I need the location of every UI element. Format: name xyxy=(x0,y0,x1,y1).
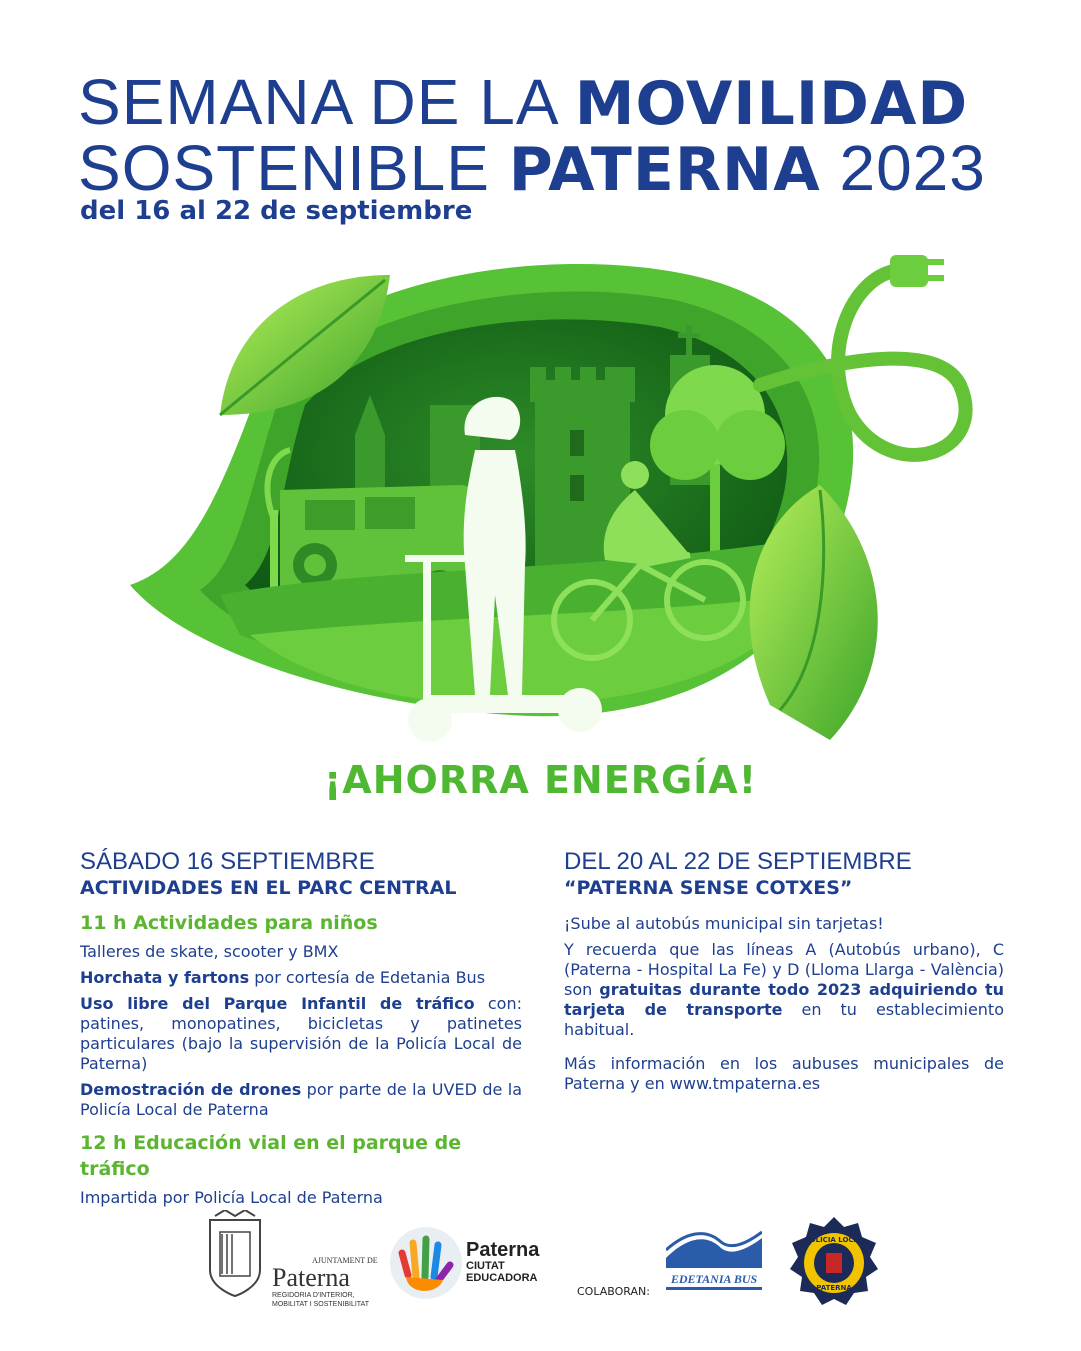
block2-title: 12 h Educación vial en el parque de tráfico xyxy=(80,1132,462,1180)
ciutat-line1: CIUTAT xyxy=(466,1260,505,1272)
block1-title: 11 h Actividades para niños xyxy=(80,912,378,934)
title-bold-1: MOVILIDAD xyxy=(574,69,969,139)
regidoria-2: MOBILITAT I SOSTENIBILITAT xyxy=(272,1301,369,1308)
left-date: SÁBADO 16 SEPTIEMBRE xyxy=(80,848,375,875)
ciutat-name: Paterna xyxy=(466,1239,540,1261)
title-bold-2: PATERNA xyxy=(508,135,821,205)
right-date: DEL 20 AL 22 DE SEPTIEMBRE xyxy=(564,848,912,875)
item-parque xyxy=(80,994,522,1074)
item-parque-rest: con: patines, monopatines, bicicletas y patinetes particulares (bajo la supervisión de la Policía Local de Paterna) xyxy=(80,994,523,1073)
item-horchata-rest: por cortesía de Edetania Bus xyxy=(249,968,486,987)
colaboran-label: COLABORAN: xyxy=(577,1285,650,1298)
crest-icon xyxy=(200,1210,270,1300)
badge-bottom-text: PATERNA xyxy=(816,1284,852,1292)
wave-icon xyxy=(666,1228,762,1268)
logo-ajuntament xyxy=(200,1210,270,1304)
item-drones-rest: por parte de la UVED de la Policía Local de Paterna xyxy=(80,1080,522,1119)
item-drones xyxy=(80,1080,522,1120)
title-year: 2023 xyxy=(820,132,986,204)
title-line-2 xyxy=(78,134,1038,204)
item-drones-bold: Demostración de drones xyxy=(80,1080,302,1099)
item-horchata xyxy=(80,968,522,988)
right-column xyxy=(564,848,1004,1094)
right-title: “PATERNA SENSE COTXES” xyxy=(564,877,853,899)
right-p2-bold: gratuitas durante todo 2023 adquiriendo tu tarjeta de transporte xyxy=(564,980,1004,1019)
right-p1: ¡Sube al autobús municipal sin tarjetas! xyxy=(564,914,884,933)
right-p2-a: Y recuerda que las líneas A (Autobús urbano), C (Paterna - Hospital La Fe) y D (Lloma Llarga - València) son xyxy=(564,940,1004,999)
ajuntament-small: AJUNTAMENT DE xyxy=(312,1256,378,1265)
title-line-1 xyxy=(78,68,1038,138)
item-parque-bold: Uso libre del Parque Infantil de tráfico xyxy=(80,994,475,1013)
badge-top-text: POLICIA LOCAL xyxy=(804,1236,864,1244)
regidoria-1: REGIDORIA D'INTERIOR, xyxy=(272,1292,355,1299)
ciutat-educadora xyxy=(466,1240,539,1284)
hand-icon xyxy=(388,1225,464,1301)
item-skate: Talleres de skate, scooter y BMX xyxy=(80,942,339,961)
logo-edetania xyxy=(666,1228,762,1290)
illustration xyxy=(130,235,980,755)
title-light-1: SEMANA DE LA xyxy=(78,66,575,138)
right-p2 xyxy=(564,940,1004,1040)
police-badge-icon xyxy=(786,1215,882,1311)
event-dates: del 16 al 22 de septiembre xyxy=(80,196,473,226)
left-place: ACTIVIDADES EN EL PARC CENTRAL xyxy=(80,877,457,899)
left-column xyxy=(80,848,522,1208)
right-p3: Más información en los aubuses municipales de Paterna y en www.tmpaterna.es xyxy=(564,1054,1004,1093)
ciutat-line2: EDUCADORA xyxy=(466,1272,538,1284)
item-educacion: Impartida por Policía Local de Paterna xyxy=(80,1188,383,1207)
ajuntament-text xyxy=(272,1256,378,1309)
right-p2-b: en tu establecimiento habitual. xyxy=(564,1000,1004,1039)
ajuntament-name: Paterna xyxy=(272,1263,350,1292)
slogan: ¡AHORRA ENERGÍA! xyxy=(323,758,758,802)
edetania-text: EDETANIA BUS xyxy=(666,1272,762,1290)
title-light-2: SOSTENIBLE xyxy=(78,132,509,204)
item-horchata-bold: Horchata y fartons xyxy=(80,968,250,987)
